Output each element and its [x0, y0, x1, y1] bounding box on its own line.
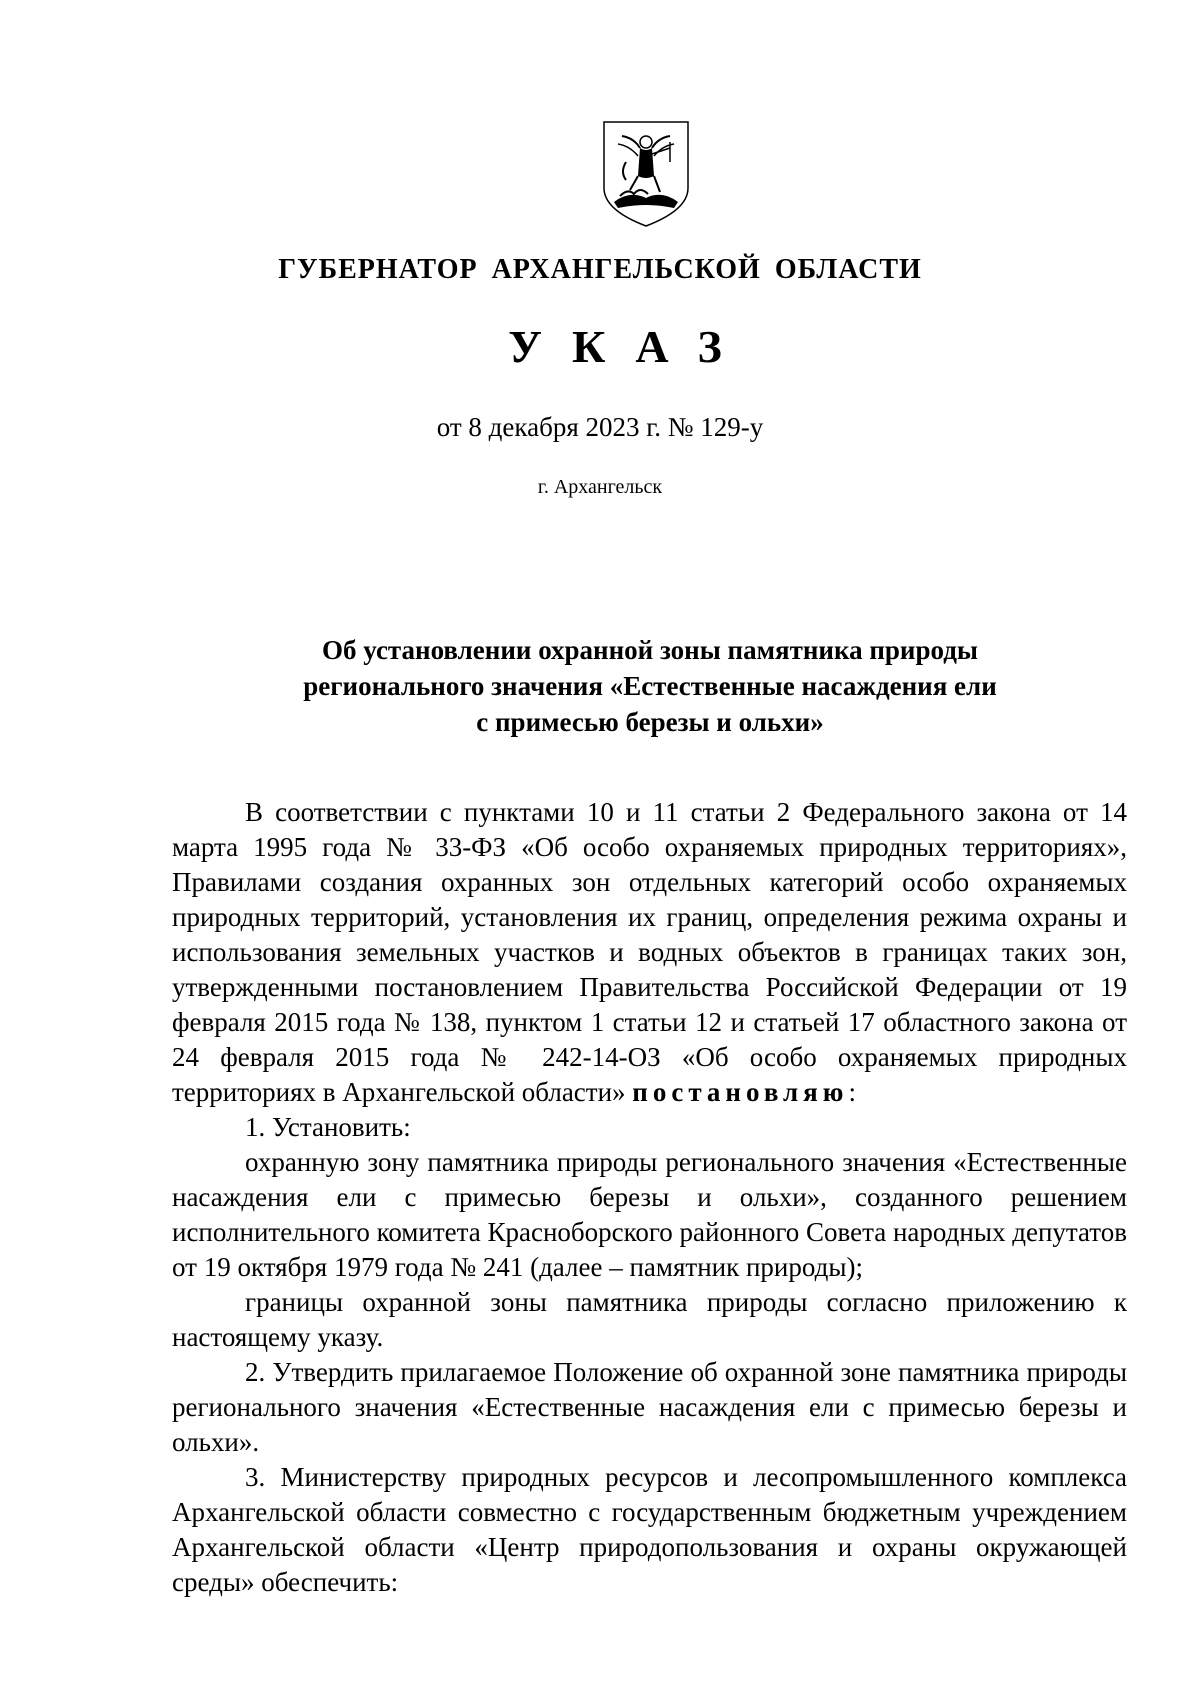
title-line: регионального значения «Естественные насаждения ели — [303, 671, 997, 701]
coat-of-arms-icon — [600, 118, 692, 230]
date-number: от 8 декабря 2023 г. № 129-у — [436, 412, 764, 442]
item-1-subitem-a: охранную зону памятника природы регионального значения «Естественные насаждения ели с примесью березы и ольхи», созданного решением исполнительного комитета Красноборского районного Совета народных депутатов от 19 октября 1979 года № 241 (далее – памятник природы); — [172, 1147, 1127, 1282]
preamble-paragraph — [172, 795, 1127, 1110]
title-line: с примесью березы и ольхи» — [476, 707, 824, 737]
city-line: г. Архангельск — [537, 476, 663, 498]
document-title — [170, 632, 1130, 740]
preamble-text: В соответствии с пунктами 10 и 11 статьи 2 Федерального закона от 14 марта 1995 года № 33-ФЗ «Об особо охраняемых природных территориях», Правилами создания охранных зон отдельных категорий особо охраняемых природных территорий, установления их границ, определения режима охраны и использования земельных участков и водных объектов в границах таких зон, утвержденными постановлением Правительства Российской Федерации от 19 февраля 2015 года № 138, пунктом 1 статьи 12 и статьей 17 областного закона от 24 февраля 2015 года № 242-14-ОЗ «Об особо охраняемых природных территориях в Архангельской области» — [172, 797, 1127, 1107]
decree-word: постановляю — [632, 1077, 849, 1107]
item-2: 2. Утвердить прилагаемое Положение об охранной зоне памятника природы регионального значения «Естественные насаждения ели с примесью березы и ольхи». — [172, 1357, 1127, 1457]
document-body — [172, 795, 1127, 1600]
document-type: УКАЗ — [508, 321, 752, 372]
item-3: 3. Министерству природных ресурсов и лесопромышленного комплекса Архангельской области совместно с государственным бюджетным учреждением Архангельской области «Центр природопользования и охраны окружающей среды» обеспечить: — [172, 1462, 1127, 1597]
item-1: 1. Установить: — [245, 1112, 411, 1142]
decree-colon: : — [848, 1077, 856, 1107]
title-line: Об установлении охранной зоны памятника природы — [322, 635, 978, 665]
issuing-authority: ГУБЕРНАТОР АРХАНГЕЛЬСКОЙ ОБЛАСТИ — [278, 254, 922, 285]
item-1-subitem-b: границы охранной зоны памятника природы согласно приложению к настоящему указу. — [172, 1287, 1127, 1352]
